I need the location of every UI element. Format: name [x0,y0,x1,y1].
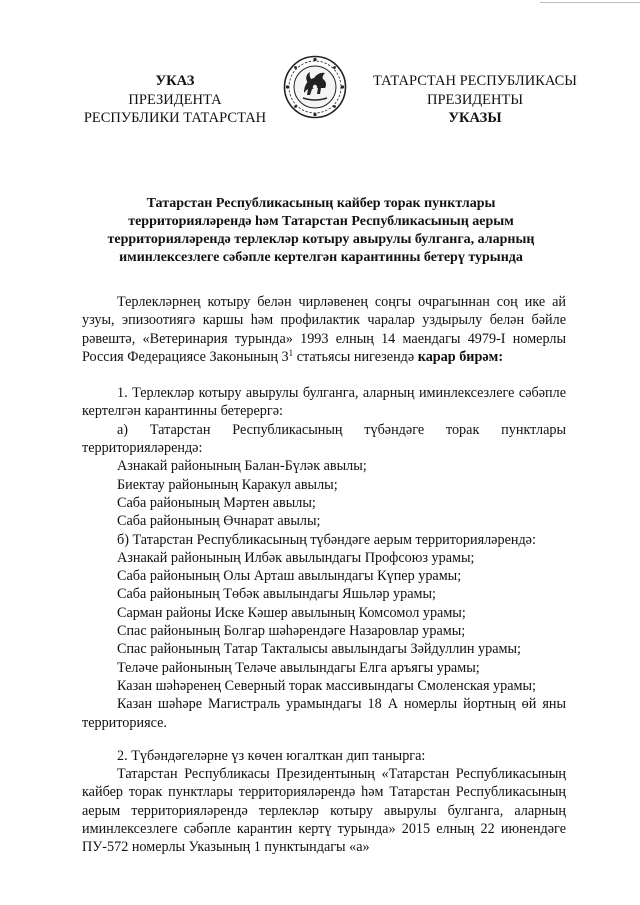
header-russian [70,72,280,128]
section-1-sub-b: б) Татарстан Республикасының түбәндәге аерым территорияләрендә: [117,531,536,548]
section-2-paragraph: Татарстан Республикасы Президентының «Татарстан Республикасының кайбер торак пунктлары территорияләрендә һәм Татарстан Республикасының аерым территорияләрендә терлекләр котыру авырулы булганга, аларның иминлексезлеге сәбәпле карантин кертү турында» 2015 елның 22 июнендәге ПУ-572 номерлы Указының 1 пунктындагы «а» [82,766,566,856]
list-item: Казан шәһәре Магистраль урамындагы 18 А номерлы йортның өй яны территориясе. [82,696,566,731]
list-item: Казан шәһәренең Северный торак массивындагы Смоленская урамы; [117,677,536,694]
header-tatar [360,72,590,128]
list-item: Азнакай районының Илбәк авылындагы Профсоюз урамы; [117,549,475,566]
header-left-line-3: РЕСПУБЛИКИ ТАТАРСТАН [83,110,267,126]
decree-body [82,293,566,857]
list-item: Сарман районы Иске Кәшер авылының Комсомол урамы; [117,604,466,621]
header-left-line-1: УКАЗ [155,73,195,89]
list-item: Азнакай районының Балан-Бүләк авылы; [117,458,367,475]
section-1-sub-a: а) Татарстан Республикасының түбәндәге торак пунктлары территорияләрендә: [82,421,566,457]
title-line: иминлексезлеге сәбәпле кертелгән карантинны бетерү турында [119,250,523,265]
preamble-resolution: карар бирәм: [417,348,504,365]
title-line: территорияләрендә һәм Татарстан Республикасының аерым [128,214,514,229]
preamble-paragraph [82,293,566,366]
preamble-superscript: 1 [288,347,294,358]
section-2-intro: 2. Түбәндәгеләрне үз көчен югалткан дип танырга: [117,747,426,764]
list-item: Биектау районының Каракул авылы; [117,476,338,493]
title-line: Татарстан Республикасының кайбер торак пунктлары [146,196,496,211]
list-item: Спас районының Болгар шәһәрендәге Назаровлар урамы; [117,623,466,640]
preamble-text: Терлекләрнең котыру белән чирләвенең соңгы очрагыннан соң ике ай узуы, эпизоотиягә каршы һәм профилактик чаралар уздырылу белән бәйле рәвештә, «Ветеринария турында» 1993 елның 14 маендагы 4979-I номерлы Россия Федерациясе Законының 3 [82,294,566,365]
list-item: Теләче районының Теләче авылындагы Елга аръягы урамы; [117,659,480,676]
tatarstan-coat-of-arms-icon [283,55,347,119]
list-item: Саба районының Өчнарат авылы; [117,513,321,530]
list-item: Спас районының Татар Такталысы авылындагы Зәйдуллин урамы; [117,641,521,658]
header-right-line-1: ТАТАРСТАН РЕСПУБЛИКАСЫ [373,73,577,89]
header-right-line-2: ПРЕЗИДЕНТЫ [426,91,524,108]
top-edge-line [540,2,640,3]
header-right-line-3: УКАЗЫ [448,110,502,126]
title-line: территорияләрендә терлекләр котыру авырулы булганга, аларның [107,232,535,247]
list-item: Саба районының Мәртен авылы; [117,494,316,511]
header-left-line-2: ПРЕЗИДЕНТА [128,91,222,108]
list-item: Саба районының Олы Арташ авылындагы Күпер урамы; [117,568,462,585]
decree-title [82,195,560,267]
paragraph-gap [82,732,566,747]
paragraph-gap [82,366,566,384]
section-1-intro: 1. Терлекләр котыру авырулы булганга, аларның иминлексезлеге сәбәпле кертелгән карантинны бетерергә: [82,385,566,420]
preamble-text-2: статьясы нигезендә [293,348,418,365]
list-item: Саба районының Төбәк авылындагы Яшьләр урамы; [117,586,436,603]
